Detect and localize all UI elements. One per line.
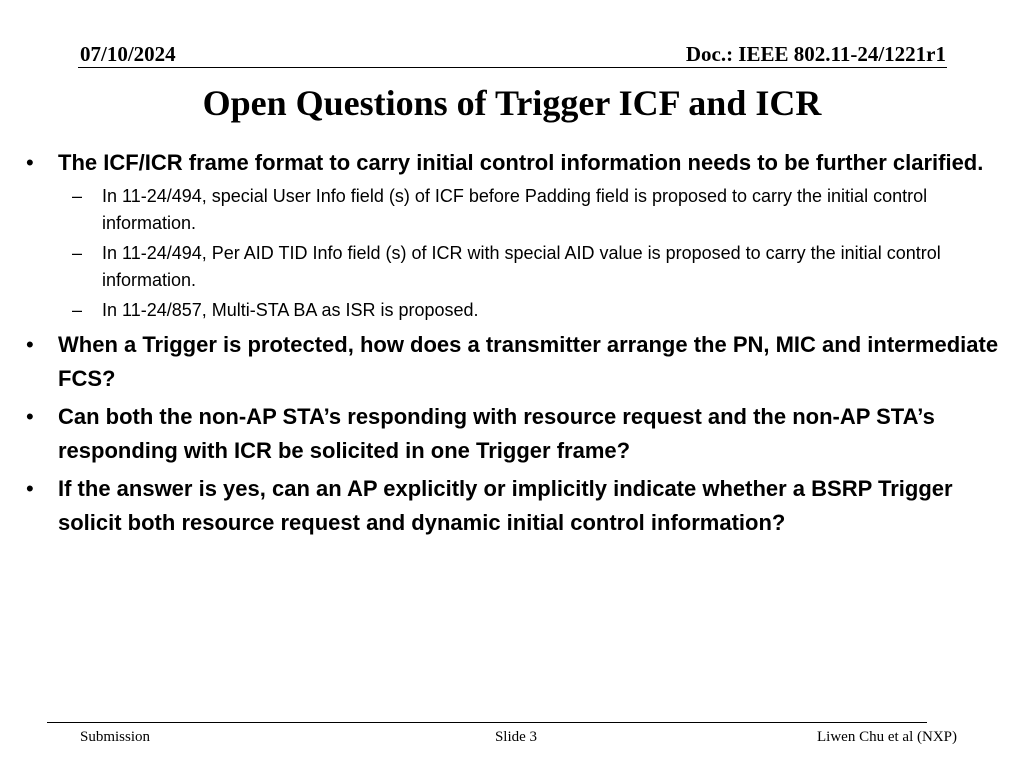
sub-bullet-item [20,240,1000,294]
slide-body [20,142,1000,540]
bullet-item [20,472,1000,540]
bullet-item [20,328,1000,396]
header-doc-id: Doc.: IEEE 802.11-24/1221r1 [685,42,946,66]
bullet-item [20,400,1000,468]
bullet-item [20,146,1000,180]
bullet-icon: • [26,476,34,501]
header-divider [78,67,947,68]
bullet-icon: • [26,150,34,175]
footer-divider [47,722,927,723]
dash-icon: – [72,243,83,263]
bullet-icon: • [26,332,34,357]
bullet-text: If the answer is yes, can an AP explicitly or implicitly indicate whether a BSRP Trigger solicit both resource request and dynamic initial control information? [58,476,953,535]
bullet-text: When a Trigger is protected, how does a transmitter arrange the PN, MIC and intermediate FCS? [58,332,999,391]
dash-icon: – [72,186,83,206]
sub-bullet-text: In 11-24/857, Multi-STA BA as ISR is proposed. [102,300,479,320]
sub-bullet-text: In 11-24/494, Per AID TID Info field (s) of ICR with special AID value is proposed to carry the initial control information. [102,243,941,290]
footer-submission: Submission [80,729,151,745]
bullet-text: The ICF/ICR frame format to carry initial control information needs to be further clarified. [58,150,984,175]
bullet-text: Can both the non-AP STA’s responding with resource request and the non-AP STA’s responding with ICR be solicited in one Trigger frame? [58,404,935,463]
header-date: 07/10/2024 [80,42,176,66]
sub-bullet-item [20,297,1000,324]
slide-title: Open Questions of Trigger ICF and ICR [202,83,822,123]
footer-slide-number: Slide 3 [494,729,538,745]
sub-bullet-text: In 11-24/494, special User Info field (s) of ICF before Padding field is proposed to carry the initial control information. [102,186,928,233]
footer-author: Liwen Chu et al (NXP) [817,729,957,745]
sub-bullet-item [20,183,1000,237]
bullet-icon: • [26,404,34,429]
dash-icon: – [72,300,83,320]
